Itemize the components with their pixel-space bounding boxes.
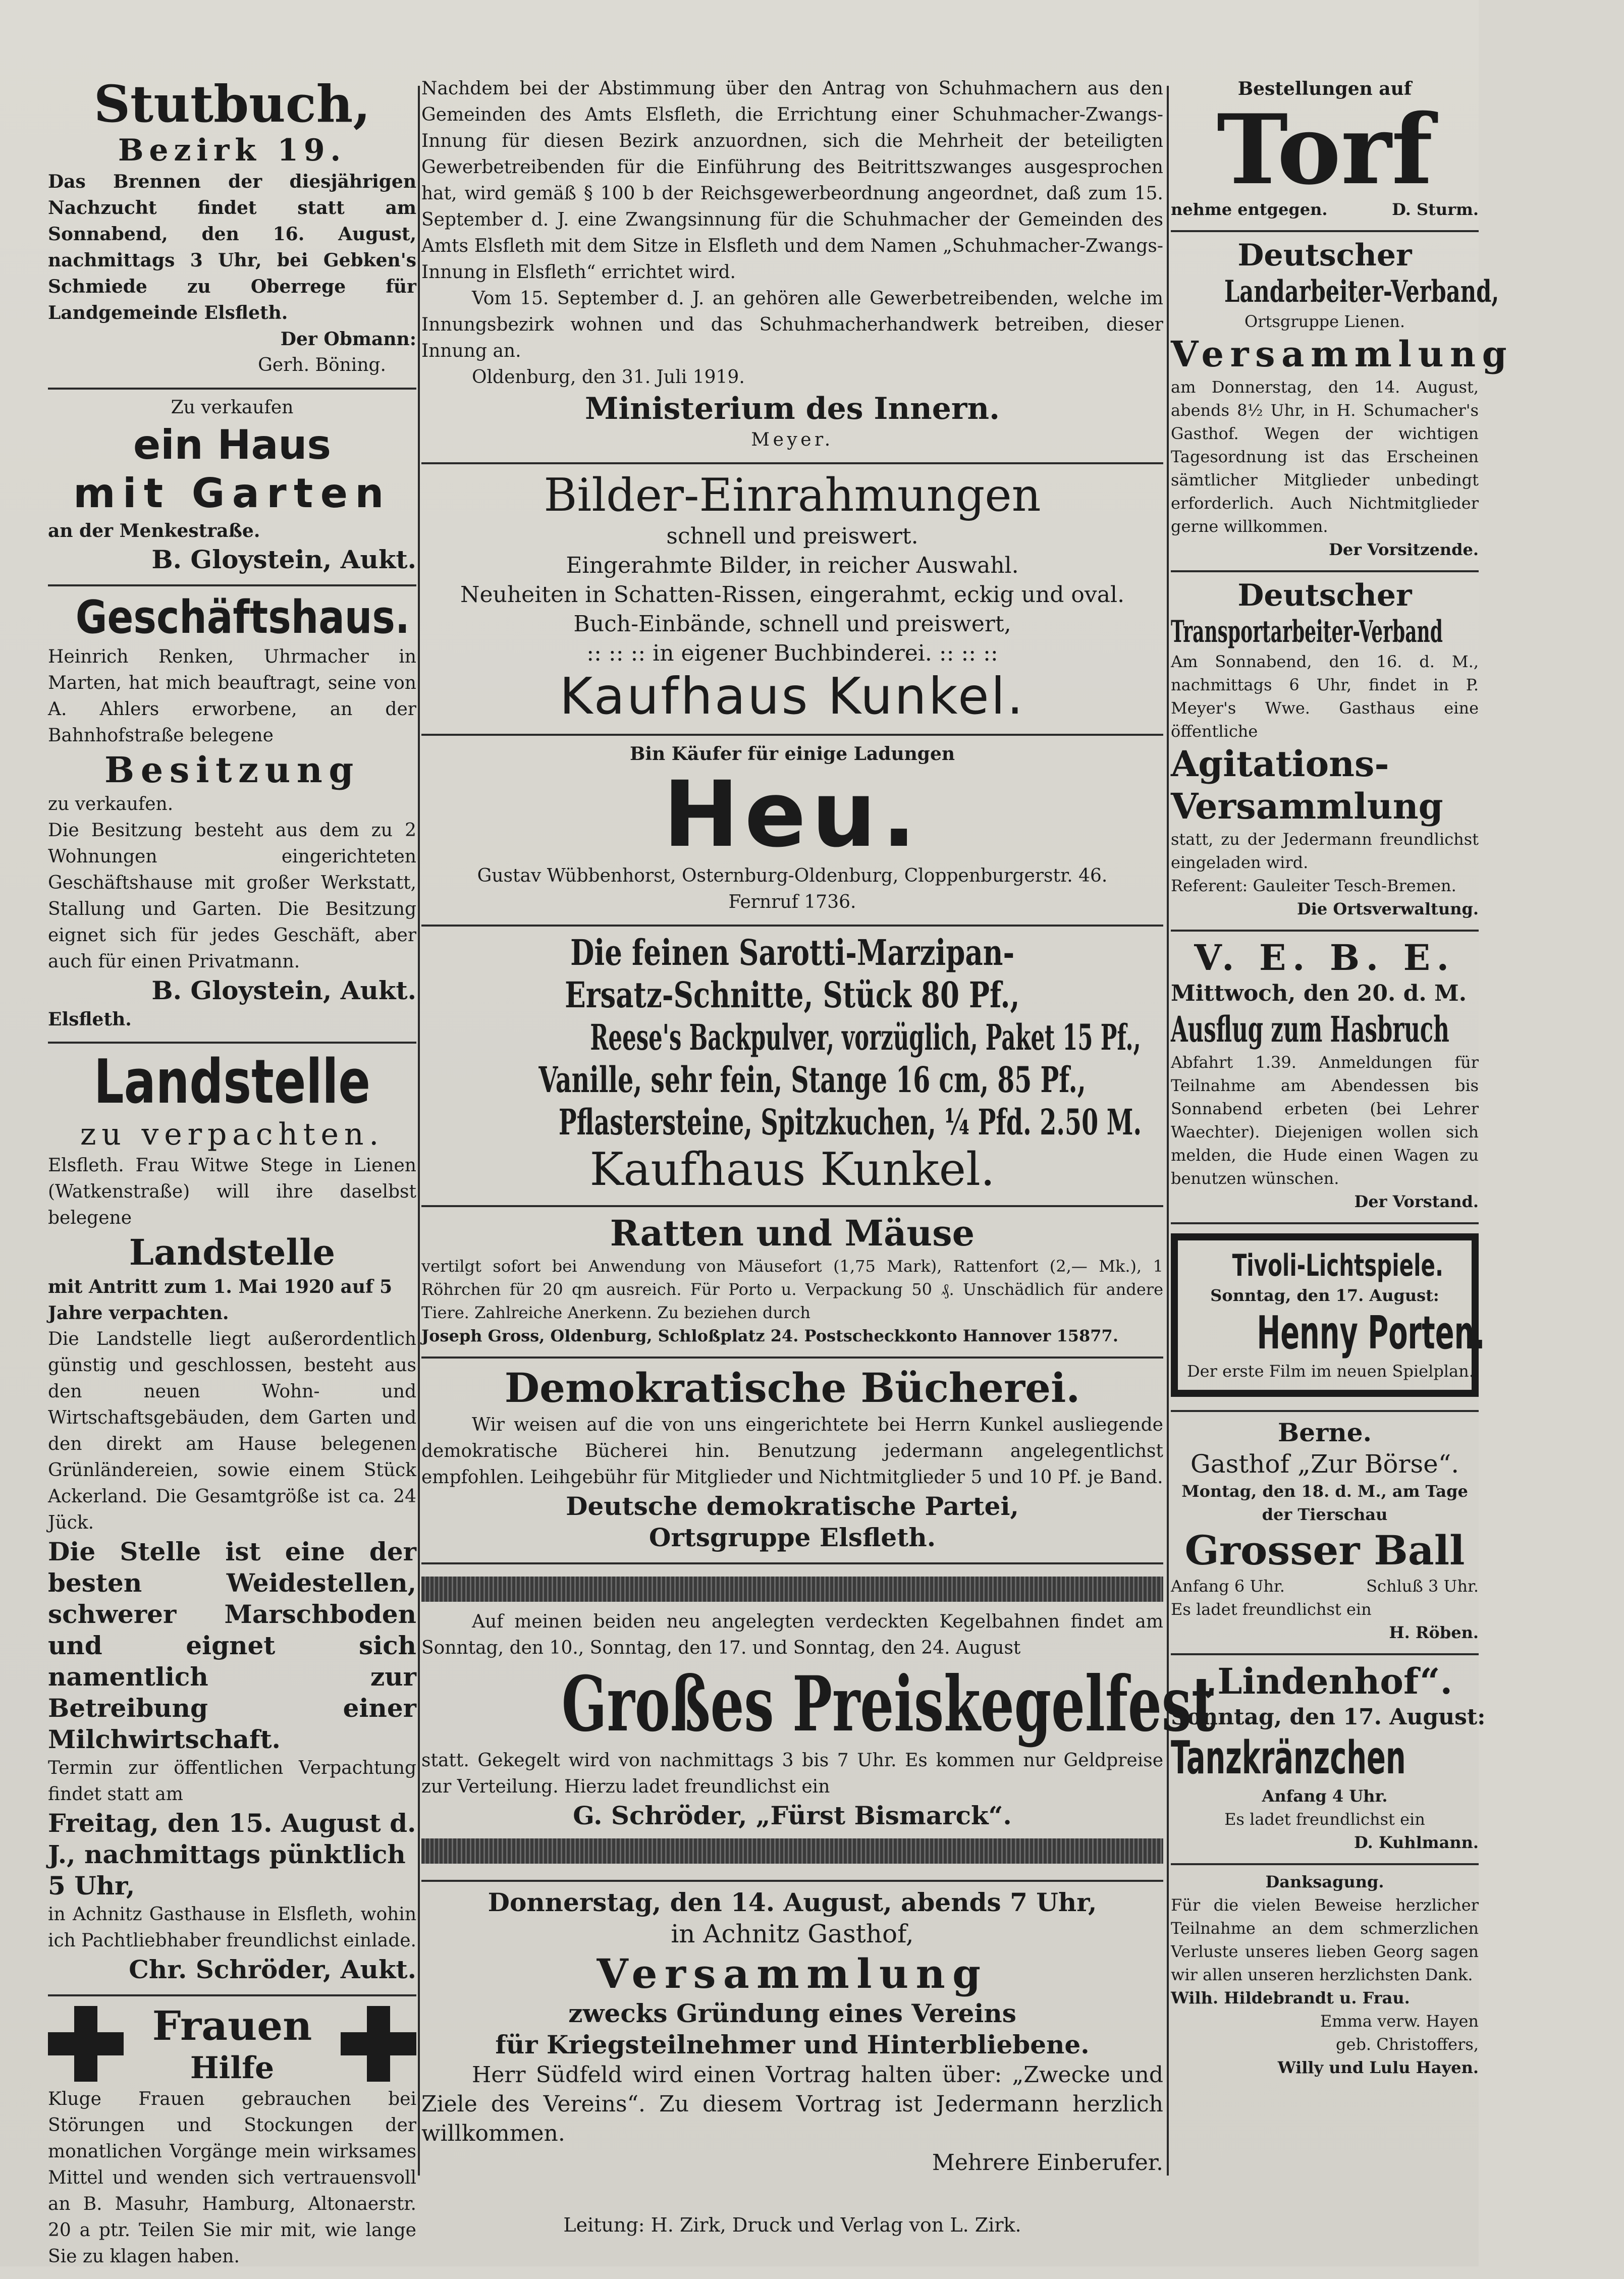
geschaeftshaus-text3: Die Besitzung besteht aus dem zu 2 Wohnungen eingerichteten Geschäftshause mit großer Werkstatt, Stallung und Garten. Die Besitzung eignet sich für jedes Geschäft, aber auch für einen Privatmann. [48, 820, 416, 972]
sarotti-line2-text: Ersatz-Schnitte, Stück 80 Pf., [565, 974, 1020, 1016]
imprint-footer: Leitung: H. Zirk, Druck und Verlag von L. Zirk. [563, 2214, 1021, 2236]
berne-line1: Anfang 6 Uhr. [1171, 1577, 1285, 1596]
ad-haus [48, 390, 416, 586]
transport-title4: Versammlung [1171, 785, 1443, 827]
column-right [1171, 71, 1513, 2191]
sarotti-line1 [421, 932, 1163, 974]
geschaeftshaus-title: Geschäftshaus. [75, 591, 410, 644]
column-left [48, 71, 417, 2267]
ad-sarotti [421, 927, 1163, 1207]
landarbeiter-title2 [1171, 274, 1499, 310]
dank-title: Danksagung. [1265, 1872, 1384, 1891]
tivoli-text: Der erste Film im neuen Spielplan. [1187, 1362, 1474, 1381]
vebe-title2-text: Ausflug zum Hasbruch [1171, 1008, 1449, 1050]
landstelle-text2: Die Landstelle liegt außerordentlich günstig und geschlossen, besteht aus den neuen Wohn- und Wirtschaftsgebäuden, dem Garten und den direkt am Hause belegenen Grünländereien, sowie einem Stück Ackerland. Die Gesamtgröße ist ca. 24 Jück. [48, 1329, 416, 1533]
geschaeftshaus-place: Elsfleth. [48, 1009, 132, 1030]
buecherei-party2: Ortsgruppe Elsfleth. [648, 1523, 936, 1552]
versammlung-title: Versammlung [597, 1950, 988, 1997]
ad-danksagung [1171, 1865, 1479, 2088]
bilder-line4: Buch-Einbände, schnell und preiswert, [573, 611, 1011, 637]
versammlung-sign: Mehrere Einberufer. [932, 2150, 1163, 2176]
bilder-firm: Kaufhaus Kunkel. [559, 667, 1025, 726]
landarbeiter-title2-text: Landarbeiter-Verband, [1224, 274, 1499, 309]
landstelle-title: Landstelle [93, 1047, 371, 1117]
torf-intro: Bestellungen auf [1237, 78, 1412, 99]
bilder-line3: Neuheiten in Schatten-Rissen, eingerahmt, eckig und oval. [460, 582, 1125, 608]
ad-landstelle [48, 1044, 416, 1996]
ornament-bar [421, 1838, 1163, 1864]
dank-text: Für die vielen Beweise herzlicher Teilnahme an dem schmerzlichen Verluste unseres lieben Georg sagen wir allen unseren herzlichsten Dank. [1171, 1895, 1479, 1984]
landarbeiter-text: am Donnerstag, den 14. August, abends 8½ Uhr, in H. Schumacher's Gasthof. Wegen der wichtigen Tagesordnung ist das Erscheinen sämtlicher Mitglieder unbedingt erforderlich. Auch Nichtmitglieder gerne willkommen. [1171, 377, 1479, 536]
haus-agent: B. Gloystein, Aukt. [151, 545, 416, 574]
versammlung-line1: Donnerstag, den 14. August, abends 7 Uhr, [488, 1887, 1097, 1917]
sarotti-line1-text: Die feinen Sarotti-Marzipan- [570, 932, 1015, 973]
landstelle-sub: Landstelle [129, 1231, 336, 1273]
berne-host: H. Röben. [1389, 1623, 1479, 1642]
dank-name2: Emma verw. Hayen [1320, 2012, 1479, 2031]
ad-lindenhof [1171, 1655, 1486, 1865]
haus-location: an der Menkestraße. [48, 520, 260, 541]
innung-text2: Vom 15. September d. J. an gehören alle Gewerbetreibenden, welche im Innungsbezirk wohnen und das Schuhmacherhandwerk betreiben, dieser Innung an. [421, 288, 1163, 361]
berne-name: Gasthof „Zur Börse“. [1190, 1449, 1459, 1479]
ad-ratten [421, 1207, 1163, 1359]
ad-torf [1171, 71, 1479, 232]
berne-place: Berne. [1278, 1418, 1372, 1447]
ratten-title: Ratten und Mäuse [610, 1212, 975, 1254]
frauen-text: Kluge Frauen gebrauchen bei Störungen und Stockungen der monatlichen Vorgänge mein wirksames Mittel und wenden sich vertrauensvoll an B. Masuhr, Hamburg, Altonaerstr. 20 a ptr. Teilen Sie mir mit, wie lange Sie zu klagen haben. [48, 2089, 416, 2267]
landstelle-text: Elsfleth. Frau Witwe Stege in Lienen (Watkenstraße) will ihre daselbst belegene [48, 1155, 416, 1228]
bilder-line5: :: :: :: in eigener Buchbinderei. :: :: :: [586, 640, 998, 666]
stutbuch-district: Bezirk 19. [118, 133, 347, 168]
sarotti-line2 [421, 974, 1163, 1016]
dank-name3: geb. Christoffers, [1336, 2035, 1479, 2054]
sarotti-line3 [421, 1016, 1163, 1059]
transport-title3: Agitations- [1171, 743, 1389, 785]
transport-ref: Referent: Gauleiter Tesch-Bremen. [1171, 876, 1456, 895]
frauen-title1: Frauen [152, 2002, 312, 2049]
stutbuch-text: Das Brennen der diesjährigen Nachzucht findet statt am Sonnabend, den 16. August, nachmittags 3 Uhr, bei Gebken's Schmiede zu Oberrege für Landgemeinde Elsfleth. [48, 171, 416, 323]
lindenhof-time: Anfang 4 Uhr. [1262, 1786, 1388, 1806]
ad-geschaeftshaus [48, 586, 416, 1044]
heu-title: Heu. [663, 762, 922, 867]
haus-intro: Zu verkaufen [171, 397, 294, 418]
haus-title1: ein Haus [133, 421, 331, 468]
landarbeiter-sign: Der Vorsitzende. [1329, 540, 1479, 559]
landstelle-bold: mit Antritt zum 1. Mai 1920 auf 5 Jahre verpachten. [48, 1276, 393, 1324]
ad-vebe [1171, 932, 1479, 1224]
ad-bilder [421, 464, 1163, 736]
transport-title2 [1171, 614, 1479, 650]
transport-title1: Deutscher [1237, 578, 1412, 613]
torf-right: D. Sturm. [1392, 200, 1479, 219]
vebe-sign: Der Vorstand. [1354, 1192, 1479, 1211]
heu-phone: Fernruf 1736. [728, 892, 856, 912]
heu-intro: Bin Käufer für einige Ladungen [629, 743, 955, 765]
cross-icon [48, 2006, 124, 2082]
lindenhof-title2 [1171, 1732, 1479, 1784]
ad-transport [1171, 572, 1479, 932]
ad-buecherei [421, 1359, 1163, 1564]
ad-frauen-hilfe [48, 1996, 416, 2279]
buecherei-title: Demokratische Bücherei. [504, 1364, 1080, 1412]
bilder-line1: schnell und preiswert. [666, 523, 918, 549]
bilder-title: Bilder-Einrahmungen [544, 469, 1041, 522]
transport-text2: statt, zu der Jedermann freundlichst eingeladen wird. [1171, 830, 1479, 872]
kegel-text2: statt. Gekegelt wird von nachmittags 3 bis 7 Uhr. Es kommen nur Geldpreise zur Verteilung. Hierzu ladet freundlichst ein [421, 1750, 1163, 1797]
lindenhof-date: Sonntag, den 17. August: [1171, 1704, 1486, 1730]
column-rule-left [418, 86, 420, 2176]
transport-sign: Die Ortsverwaltung. [1296, 899, 1479, 918]
landstelle-agent: Chr. Schröder, Aukt. [129, 1955, 416, 1984]
ad-innung [421, 71, 1163, 464]
cross-icon [341, 2006, 416, 2082]
heu-address: Gustav Wübbenhorst, Osternburg-Oldenburg, Cloppenburgerstr. 46. [477, 865, 1108, 886]
vebe-title: V. E. B. E. [1194, 937, 1455, 979]
sarotti-firm: Kaufhaus Kunkel. [589, 1143, 995, 1196]
buecherei-party1: Deutsche demokratische Partei, [566, 1491, 1019, 1521]
kegel-title [421, 1660, 1216, 1749]
sarotti-line5 [421, 1101, 1163, 1144]
transport-text: Am Sonnabend, den 16. d. M., nachmittags 6 Uhr, findet in P. Meyer's Wwe. Gasthaus eine öffentliche [1171, 652, 1479, 741]
lindenhof-invite: Es ladet freundlichst ein [1224, 1810, 1425, 1829]
ornament-bar [421, 1577, 1163, 1602]
haus-title2: mit Garten [73, 470, 391, 517]
berne-title: Grosser Ball [1184, 1527, 1465, 1574]
stutbuch-sign-name: Gerh. Böning. [258, 355, 386, 375]
landarbeiter-group: Ortsgruppe Lienen. [1244, 312, 1405, 331]
berne-date: Montag, den 18. d. M., am Tage der Tierschau [1181, 1482, 1468, 1524]
column-middle [421, 71, 1216, 2191]
geschaeftshaus-agent: B. Gloystein, Aukt. [151, 975, 416, 1005]
versammlung-text: Herr Südfeld wird einen Vortrag halten über: „Zwecke und Ziele des Vereins“. Zu diesem Vortrag ist Jedermann herzlich willkommen. [421, 2062, 1163, 2146]
landstelle-text4: in Achnitz Gasthause in Elsfleth, wohin ich Pachtliebhaber freundlichst einlade. [48, 1904, 417, 1951]
sarotti-line3-text: Reese's Backpulver, vorzüglich, Paket 15 Pf., [590, 1016, 1141, 1058]
ad-tivoli [1171, 1224, 1485, 1410]
geschaeftshaus-text: Heinrich Renken, Uhrmacher in Marten, hat mich beauftragt, seine von A. Ahlers erworbene, an der Bahnhofstraße belegene [48, 646, 416, 746]
tivoli-star-text: Henny Porten. [1257, 1307, 1485, 1360]
landstelle-text3: Termin zur öffentlichen Verpachtung findet statt am [48, 1758, 416, 1805]
ad-kegel [421, 1564, 1216, 1882]
ratten-text: vertilgt sofort bei Anwendung von Mäusefort (1,75 Mark), Rattenfort (2,— Mk.), 1 Röhrchen für 20 qm ausreich. Für Porto u. Verpackung 50 ₰. Unschädlich für andere Tiere. Zahlreiche Anerkenn. Zu beziehen durch [421, 1257, 1163, 1322]
ad-heu [421, 736, 1163, 927]
innung-name: Meyer. [751, 429, 834, 450]
kegel-title-text: Großes Preiskegelfest [561, 1660, 1216, 1749]
vebe-date: Mittwoch, den 20. d. M. [1171, 981, 1467, 1006]
buecherei-text: Wir weisen auf die von uns eingerichtete bei Herrn Kunkel ausliegende demokratische Bücherei hin. Benutzung jedermann angelegentlichst empfohlen. Leihgebühr für Mitglieder und Nichtmitglieder 5 und 10 Pf. je Band. [421, 1415, 1163, 1488]
stutbuch-title: Stutbuch, [93, 74, 371, 134]
bilder-line2: Eingerahmte Bilder, in reicher Auswahl. [566, 553, 1019, 578]
sarotti-line4 [421, 1059, 1163, 1101]
landstelle-date: Freitag, den 15. August d. J., nachmittags pünktlich 5 Uhr, [48, 1808, 416, 1901]
sarotti-line5-text: Pflastersteine, Spitzkuchen, ¼ Pfd. 2.50 M. [558, 1101, 1142, 1143]
tivoli-title [1187, 1247, 1463, 1284]
innung-authority: Ministerium des Innern. [584, 391, 1000, 426]
kegel-text: Auf meinen beiden neu angelegten verdeckten Kegelbahnen findet am Sonntag, den 10., Sonntag, den 17. und Sonntag, den 24. August [421, 1611, 1163, 1658]
torf-title: Torf [1216, 93, 1433, 206]
ratten-address: Joseph Gross, Oldenburg, Schloßplatz 24. Postscheckkonto Hannover 15877. [421, 1326, 1118, 1345]
landstelle-subtitle: zu verpachten. [80, 1117, 385, 1152]
berne-line2: Es ladet freundlichst ein [1171, 1600, 1372, 1619]
ad-berne [1171, 1410, 1479, 1655]
versammlung-line4: für Kriegsteilnehmer und Hinterbliebene. [495, 2030, 1090, 2059]
berne-line1r: Schluß 3 Uhr. [1366, 1577, 1479, 1596]
dank-name1: Wilh. Hildebrandt u. Frau. [1171, 1988, 1410, 2007]
kegel-host: G. Schröder, „Fürst Bismarck“. [573, 1801, 1012, 1830]
ad-landarbeiter [1171, 232, 1513, 572]
landarbeiter-title3: Versammlung [1171, 333, 1513, 375]
ad-stutbuch [48, 71, 416, 390]
vebe-title2 [1171, 1008, 1479, 1051]
stutbuch-sign-role: Der Obmann: [280, 329, 416, 350]
lindenhof-host: D. Kuhlmann. [1354, 1833, 1479, 1852]
tivoli-date: Sonntag, den 17. August: [1210, 1286, 1439, 1305]
frauen-title2: Hilfe [190, 2050, 275, 2086]
lindenhof-title: „Lindenhof“. [1197, 1660, 1452, 1702]
column-rule-right [1167, 86, 1169, 2176]
geschaeftshaus-sub: Besitzung [104, 749, 360, 791]
lindenhof-title2-text: Tanzkränzchen [1171, 1731, 1406, 1784]
vebe-text: Abfahrt 1.39. Anmeldungen für Teilnahme am Abendessen bis Sonnabend erbeten (bei Lehrer Waechter). Diejenigen wollen sich melden, die Hude einen Wagen zu benutzen wünschen. [1171, 1053, 1479, 1188]
transport-title2-text: Transportarbeiter-Verband [1171, 614, 1443, 649]
dank-name4: Willy und Lulu Hayen. [1277, 2058, 1479, 2077]
torf-left: nehme entgegen. [1171, 200, 1328, 219]
sarotti-line4-text: Vanille, sehr fein, Stange 16 cm, 85 Pf., [538, 1059, 1086, 1101]
geschaeftshaus-text2: zu verkaufen. [48, 794, 174, 815]
tivoli-title-text: Tivoli-Lichtspiele. [1232, 1248, 1443, 1283]
landarbeiter-title1: Deutscher [1237, 238, 1412, 273]
tivoli-frame [1171, 1233, 1485, 1397]
versammlung-line3: zwecks Gründung eines Vereins [568, 1998, 1016, 2028]
innung-date: Oldenburg, den 31. Juli 1919. [472, 367, 745, 388]
versammlung-line2: in Achnitz Gasthof, [671, 1919, 914, 1948]
innung-text: Nachdem bei der Abstimmung über den Antrag von Schuhmachern aus den Gemeinden des Amts Elsfleth, die Errichtung einer Schuhmacher-Zwangs-Innung für diesen Bezirk anzuordnen, sich die Mehrheit der beteiligten Gewerbetreibenden für die Einführung des Beitrittszwanges ausgesprochen hat, wird gemäß § 100 b der Reichsgewerbeordnung angeordnet, daß zum 15. September d. J. eine Zwangsinnung für die Schuhmacher der Gemeinden des Amts Elsfleth mit dem Sitze in Elsfleth und dem Namen „Schuhmacher-Zwangs-Innung in Elsfleth“ errichtet wird. [421, 78, 1163, 283]
ad-versammlung [421, 1882, 1163, 2187]
tivoli-star [1187, 1307, 1485, 1360]
landstelle-big: Die Stelle ist eine der besten Weidestellen, schwerer Marschboden und eignet sich namentlich zur Betreibung einer Milchwirtschaft. [48, 1537, 416, 1754]
